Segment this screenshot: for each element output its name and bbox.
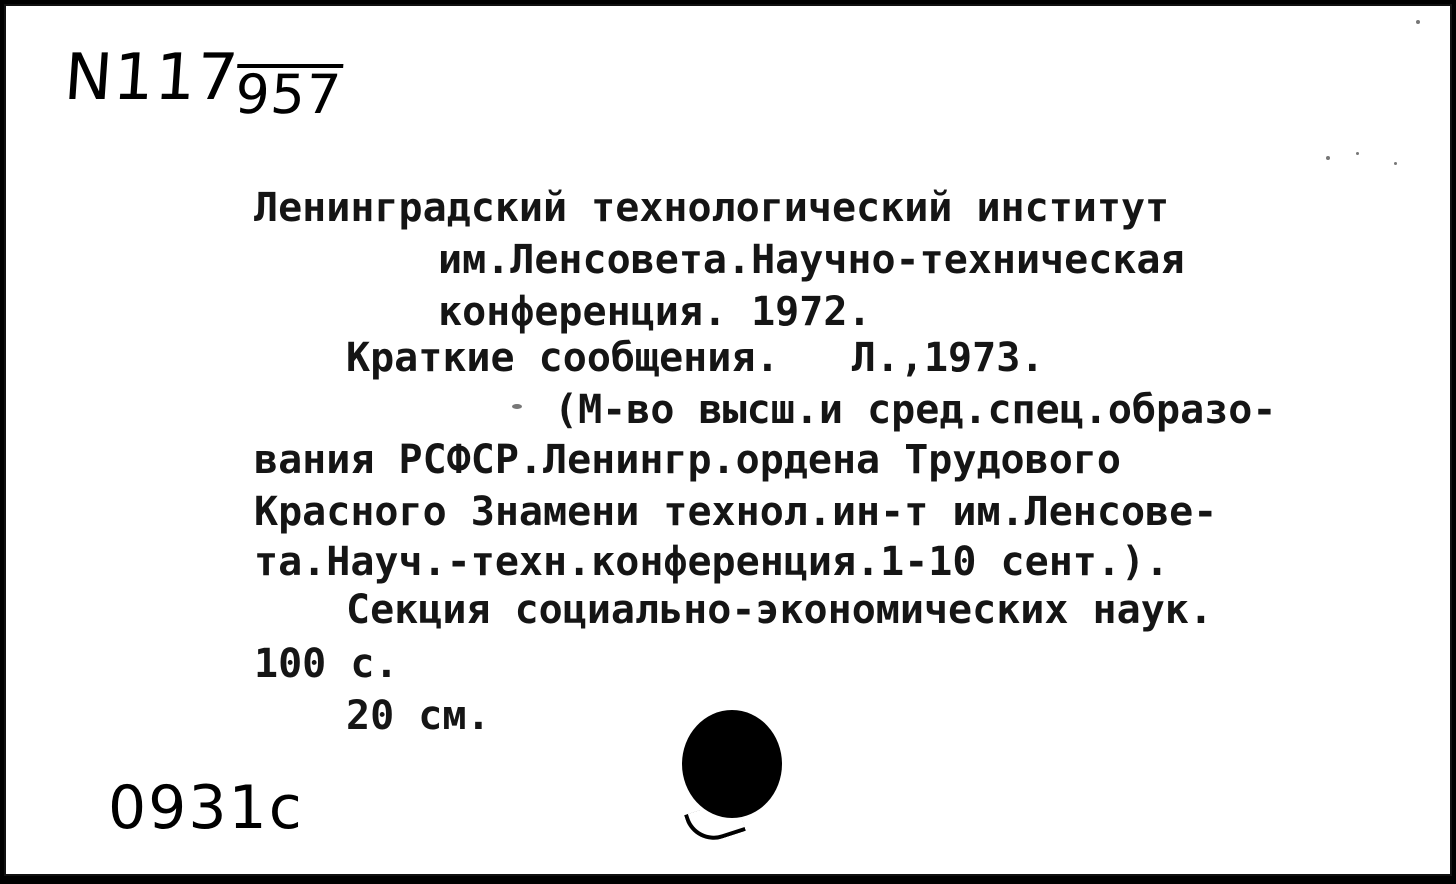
card-line-3: конференция. 1972. [438, 289, 872, 335]
speck [1356, 152, 1359, 155]
card-line-7: Красного Знамени технол.ин-т им.Ленсове- [254, 489, 1218, 535]
shelfmark-superscript: 957 [233, 63, 344, 126]
card-line-1: Ленинградский технологический институт [254, 185, 1170, 231]
card-line-2: им.Ленсовета.Научно-техническая [438, 237, 1185, 283]
card-line-6: вания РСФСР.Ленингр.ордена Трудового [254, 437, 1121, 483]
card-line-9: Секция социально-экономических наук. [346, 587, 1213, 633]
catalog-card [4, 4, 1452, 876]
speck [1394, 162, 1397, 165]
card-line-10: 100 с. [254, 641, 399, 687]
shelfmark-main: N117 [61, 41, 242, 115]
speck [512, 404, 522, 409]
card-line-4: Краткие сообщения. Л.,1973. [346, 335, 1045, 381]
card-line-11: 20 см. [346, 693, 491, 739]
punch-hole-tear [684, 798, 746, 847]
card-line-8: та.Науч.-техн.конференция.1-10 сент.). [254, 539, 1170, 585]
card-line-5: (М-во высш.и сред.спец.образо- [554, 387, 1277, 433]
speck [1416, 20, 1420, 24]
speck [1326, 156, 1330, 160]
shelfmark [61, 41, 344, 126]
accession-number: 0931c [108, 773, 304, 843]
